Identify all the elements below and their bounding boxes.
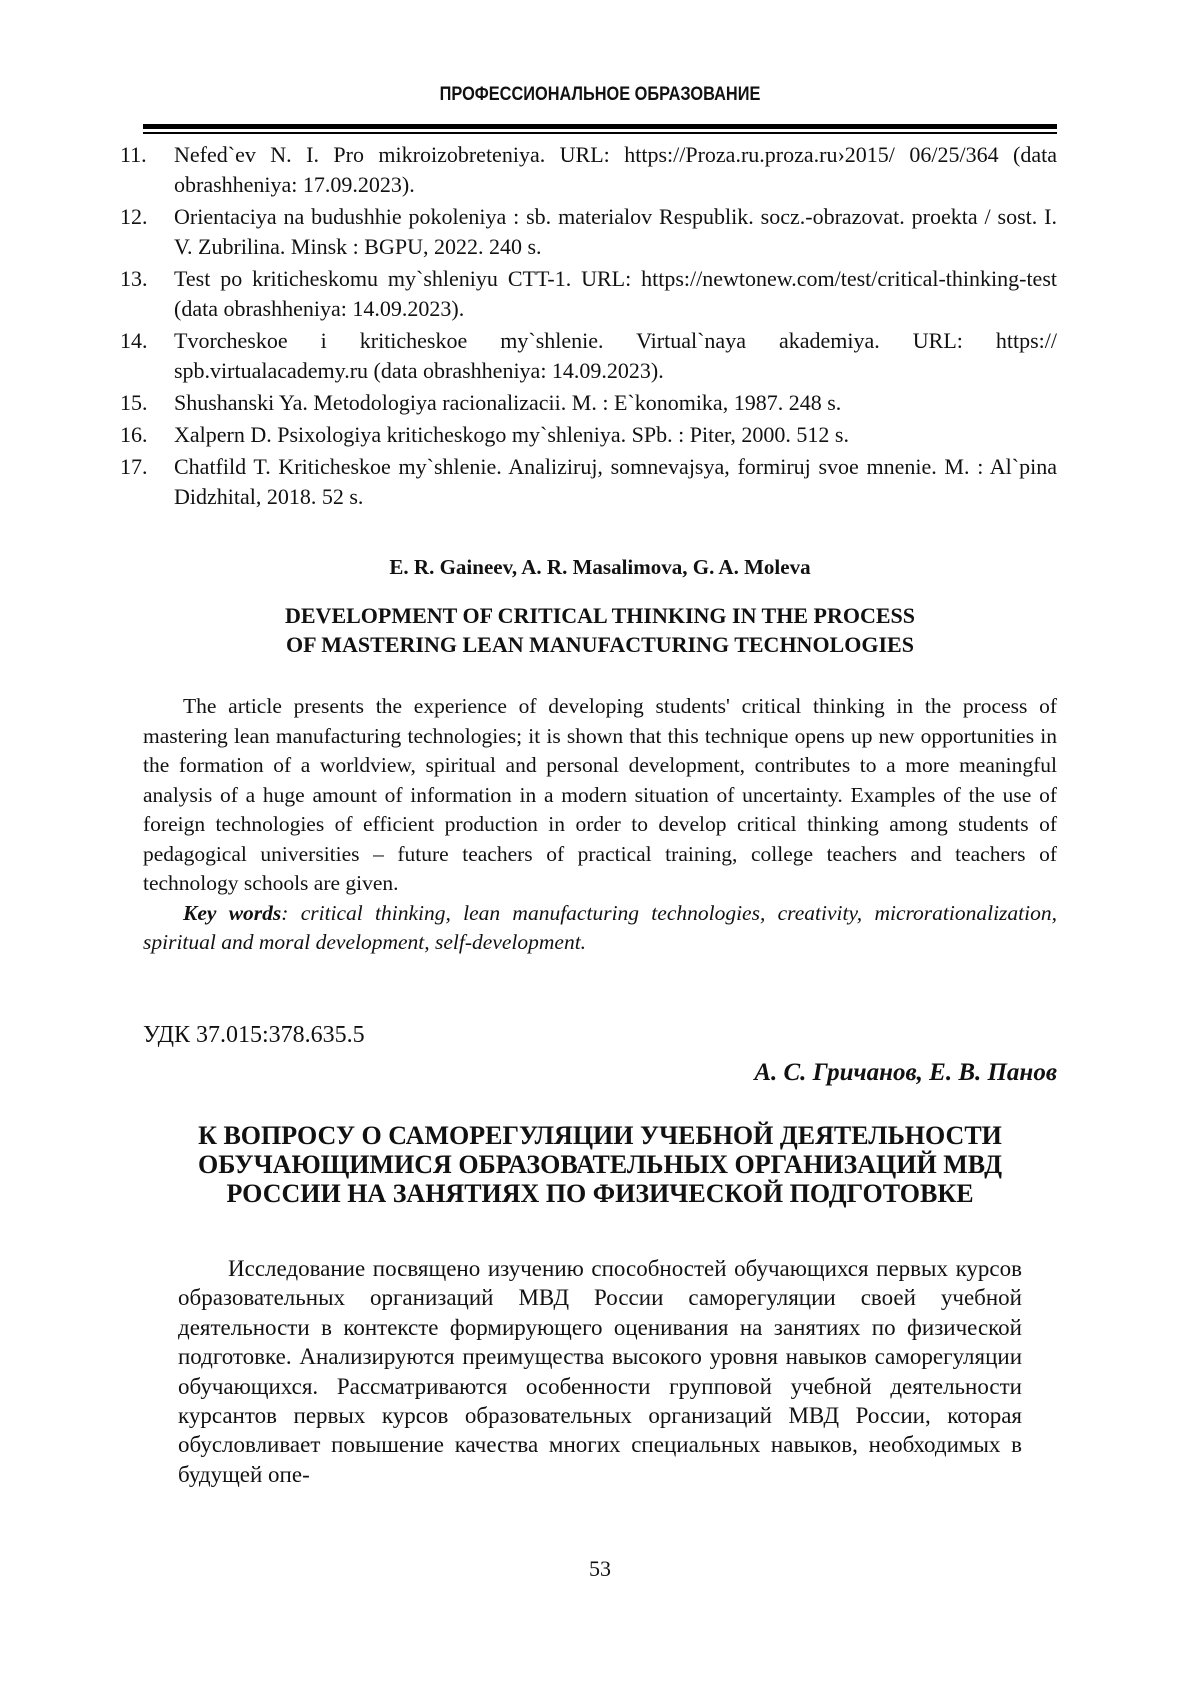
reference-item xyxy=(120,326,1057,386)
reference-number: 16. xyxy=(120,422,148,447)
reference-text: Nefed`ev N. I. Pro mikroizobreteniya. URL: https://Proza.ru.proza.ru›2015/ 06/25/364 (data obrashheniya: 17.09.2023). xyxy=(174,142,1057,197)
reference-list xyxy=(120,140,1057,514)
english-title xyxy=(143,601,1057,659)
reference-number: 12. xyxy=(120,204,148,229)
reference-number: 14. xyxy=(120,328,148,353)
reference-number: 17. xyxy=(120,454,148,479)
english-title-line: DEVELOPMENT OF CRITICAL THINKING IN THE PROCESS xyxy=(285,603,915,628)
russian-title-line: РОССИИ НА ЗАНЯТИЯХ ПО ФИЗИЧЕСКОЙ ПОДГОТОВКЕ xyxy=(226,1179,974,1208)
page-number: 53 xyxy=(589,1556,611,1581)
reference-text: Test po kriticheskomu my`shleniyu CTT-1. URL: https://newtonew.com/test/critical-thinking-test (data obrashheniya: 14.09.2023). xyxy=(174,266,1057,321)
reference-item xyxy=(120,420,1057,450)
reference-text: Orientaciya na budushhie pokoleniya : sb. materialov Respublik. socz.-obrazovat. proekta / sost. I. V. Zubrilina. Minsk : BGPU, 2022. 240 s. xyxy=(174,204,1057,259)
reference-text: Xalpern D. Psixologiya kriticheskogo my`shleniya. SPb. : Piter, 2000. 512 s. xyxy=(174,422,849,447)
reference-text: Tvorcheskoe i kriticheskoe my`shlenie. Virtual`naya akademiya. URL: https:// spb.virtualacademy.ru (data obrashheniya: 14.09.2023). xyxy=(174,328,1057,383)
russian-title-line: ОБУЧАЮЩИМИСЯ ОБРАЗОВАТЕЛЬНЫХ ОРГАНИЗАЦИЙ МВД xyxy=(198,1150,1002,1179)
abstract-text: The article presents the experience of developing students' critical thinking in the process of mastering lean manufacturing technologies; it is shown that this technique opens up new opportunities in the formation of a worldview, spiritual and personal development, contributes to a more meaningful analysis of a huge amount of information in a modern situation of uncertainty. Examples of the use of foreign technologies of efficient production in order to develop critical thinking among students of pedagogical universities – future teachers of practical training, college teachers and teachers of technology schools are given. xyxy=(143,694,1057,895)
english-abstract xyxy=(143,692,1057,958)
reference-item xyxy=(120,388,1057,418)
russian-title xyxy=(143,1121,1057,1208)
reference-number: 11. xyxy=(120,142,147,167)
reference-item xyxy=(120,264,1057,324)
udc-code: УДК 37.015:378.635.5 xyxy=(143,1022,365,1048)
reference-text: Chatfild T. Kriticheskoe my`shlenie. Analiziruj, somnevajsya, formiruj svoe mnenie. M. : Al`pina Didzhital, 2018. 52 s. xyxy=(174,454,1057,509)
keywords-text: : critical thinking, lean manufacturing technologies, creativity, microrationalization, spiritual and moral development, self-development. xyxy=(143,900,1058,954)
keywords xyxy=(143,899,1057,958)
header-rule-thick xyxy=(143,124,1057,129)
russian-authors: А. С. Гричанов, Е. В. Панов xyxy=(754,1059,1057,1086)
reference-number: 15. xyxy=(120,390,148,415)
reference-text: Shushanski Ya. Metodologiya racionalizacii. M. : E`konomika, 1987. 248 s. xyxy=(174,390,842,415)
header-rule-thin xyxy=(143,132,1057,134)
reference-item xyxy=(120,140,1057,200)
english-title-line: OF MASTERING LEAN MANUFACTURING TECHNOLOGIES xyxy=(286,632,914,657)
russian-abstract xyxy=(178,1254,1022,1489)
keywords-label: Key words xyxy=(183,900,282,925)
russian-abstract-text: Исследование посвящено изучению способностей обучающихся первых курсов образовательных организаций МВД России саморегуляции своей учебной деятельности в контексте формирующего оценивания на занятиях по физической подготовке. Анализируются преимущества высокого уровня навыков саморегуляции обучающихся. Рассматриваются особенности групповой учебной деятельности курсантов первых курсов образовательных организаций МВД России, которая обусловливает повышение качества многих специальных навыков, необходимых в будущей опе- xyxy=(178,1256,1022,1487)
reference-number: 13. xyxy=(120,266,148,291)
english-authors: E. R. Gaineev, A. R. Masalimova, G. A. Moleva xyxy=(389,555,811,579)
running-head: ПРОФЕССИОНАЛЬНОЕ ОБРАЗОВАНИЕ xyxy=(439,84,761,105)
reference-item xyxy=(120,452,1057,512)
reference-item xyxy=(120,202,1057,262)
russian-title-line: К ВОПРОСУ О САМОРЕГУЛЯЦИИ УЧЕБНОЙ ДЕЯТЕЛЬНОСТИ xyxy=(198,1121,1002,1150)
